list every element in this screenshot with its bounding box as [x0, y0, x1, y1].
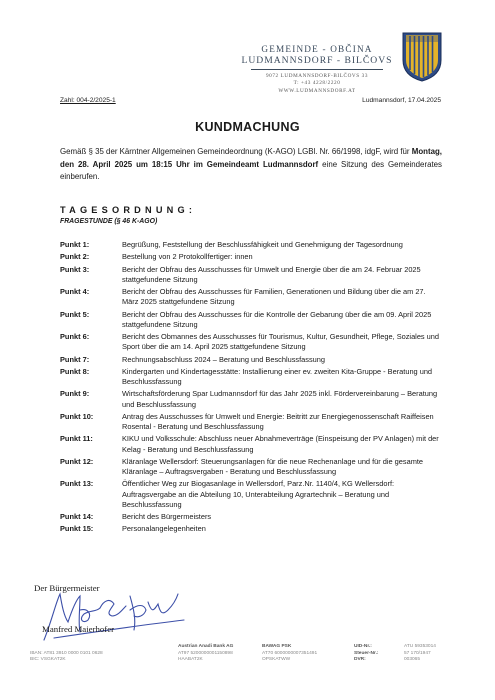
item-number: Punkt 2: [60, 252, 90, 262]
footer-ids-values [404, 644, 436, 664]
footer-blank-row [30, 644, 103, 651]
footer-bank1-name: Austrian Anadi Bank AG [178, 644, 234, 649]
footer-bic: BIC: VSGKAT2K [30, 657, 66, 663]
footer-bank2-name: BAWAG PSK [262, 644, 292, 649]
footer-bank-col-1 [30, 644, 103, 664]
signature-role: Der Bürgermeister [34, 583, 100, 593]
footer-uid-label: UID-Nr.: [354, 644, 372, 649]
agenda-item [60, 412, 442, 432]
item-number: Punkt 1: [60, 240, 90, 249]
intro-text-b: eine Sitzung des Gemeinderates einberufen. [60, 159, 442, 182]
agenda-item [60, 265, 442, 285]
item-number: Punkt 11: [60, 434, 93, 444]
item-text: Bestellung von 2 Protokollfertiger: innen [122, 252, 253, 262]
footer-bank-col-2 [178, 644, 233, 664]
item-text: Kläranlage Wellersdorf: Steuerungsanlagen für die neue Rechenanlage und für die gesamte Kläranlage – Auftragsvergaben - Beratung und Beschlussfassung [122, 456, 424, 477]
agenda-item [60, 287, 442, 307]
item-number: Punkt 8: [60, 366, 90, 376]
agenda-item [60, 332, 442, 352]
agenda-item [60, 434, 442, 454]
item-text: Begrüßung, Feststellung der Beschlussfähigkeit und Genehmigung der Tagesordnung [122, 240, 403, 249]
item-text: Wirtschaftsförderung Spar Ludmannsdorf für das Jahr 2025 inkl. Fördervereinbarung – Beratung und Beschlussfassung [122, 389, 438, 409]
item-text: Bericht der Obfrau des Ausschusses für Familien, Generationen und Bildung über die am 27. März 2025 stattgefundene Sitzung [122, 287, 426, 307]
item-text: Personalangelegenheiten [122, 524, 206, 534]
letterhead-phone: T: +43 4228/2220 [293, 80, 341, 87]
municipality-line-1: GEMEINDE - OBČINA [261, 44, 373, 54]
agenda-item [60, 457, 442, 477]
item-number: Punkt 15: [60, 524, 94, 534]
intro-meeting-date: Montag, den 28. April 2025 um 18:15 Uhr im Gemeindeamt Ludmannsdorf [60, 147, 442, 169]
item-text: Rechnungsabschluss 2024 – Beratung und Beschlussfassung [122, 354, 325, 364]
agenda-list [60, 240, 442, 537]
agenda-item [60, 310, 442, 330]
footer-bank2-iban: AT70 6000000007351491 [262, 650, 318, 656]
item-text: Bericht des Obmannes des Ausschusses für Tourismus, Kultur, Gesundheit, Pflege, Soziales und Sport über die am 14. April 2025 stattgefundene Sitzung [122, 332, 440, 352]
signatory-name: Manfred Maierhofer [42, 624, 115, 634]
coat-of-arms-icon [402, 32, 442, 82]
item-text: Bericht der Obfrau des Ausschusses für die Kontrolle der Gebarung über die am 09. April 2025 stattgefundene Sitzung [122, 309, 432, 329]
footer-ids-labels [354, 644, 379, 664]
agenda-item [60, 389, 442, 409]
item-number: Punkt 6: [60, 332, 90, 342]
intro-text-a: Gemäß § 35 der Kärntner Allgemeinen Gemeindeordnung (K-AGO) LGBl. Nr. 66/1998, idgF, wird für [60, 147, 412, 156]
handwritten-signature-icon [34, 580, 214, 650]
item-number: Punkt 10: [60, 411, 94, 421]
footer-steuer: 57 170/1947 [404, 650, 431, 656]
fragestunde-label: FRAGESTUNDE (§ 46 K-AGO) [60, 218, 158, 225]
footer-bank1-iban: AT97 5200000001150898 [178, 650, 233, 656]
agenda-item [60, 355, 442, 365]
footer-uid: ATU 59353014 [404, 644, 436, 649]
item-text: Öffentlicher Weg zur Biogasanlage in Wellersdorf, Parz.Nr. 1140/4, KG Wellersdorf: Auftragsvergabe an die Abteilung 10, Unterabteilung Agrartechnik – Beratung und Beschlussfassung [122, 479, 395, 509]
agenda-item [60, 479, 442, 510]
footer-iban: IBAN: AT81 3910 0000 0101 0628 [30, 650, 103, 656]
item-number: Punkt 4: [60, 287, 90, 297]
letterhead-rule [251, 69, 383, 70]
item-number: Punkt 9: [60, 389, 90, 399]
municipality-line-2: LUDMANNSDORF - BILČOVS [241, 55, 393, 66]
footer-bank1-bic: HAABAT2K [178, 657, 203, 663]
item-number: Punkt 5: [60, 309, 90, 319]
file-number: Zahl: 004-2/2025-1 [60, 97, 116, 104]
agenda-item [60, 240, 442, 250]
footer-bank-col-3 [262, 644, 317, 664]
agenda-heading: TAGESORDNUNG: [60, 205, 197, 215]
intro-paragraph [60, 146, 442, 184]
item-text: KIKU und Volksschule: Abschluss neuer Abnahmeverträge (Einspeisung der PV Anlagen) mit der Kelag - Beratung und Beschlussfassung [122, 434, 439, 454]
letterhead [237, 44, 397, 95]
document-date: Ludmannsdorf, 17.04.2025 [362, 97, 441, 104]
item-number: Punkt 3: [60, 264, 90, 274]
item-text: Bericht der Obfrau des Ausschusses für Umwelt und Energie über die am 24. Februar 2025 stattgefundene Sitzung [122, 264, 421, 284]
item-text: Kindergarten und Kindertagesstätte: Installierung einer ev. zweiten Kita-Gruppe - Beratung und Beschlussfassung [122, 366, 433, 387]
item-number: Punkt 13: [60, 479, 94, 489]
agenda-item [60, 367, 442, 387]
letterhead-address: 9072 LUDMANNSDORF-BILČOVS 33 [265, 73, 369, 79]
item-text: Bericht des Bürgermeisters [122, 512, 212, 522]
item-number: Punkt 7: [60, 354, 90, 364]
letterhead-web: WWW.LUDMANNSDORF.AT [278, 87, 356, 94]
document-title: KUNDMACHUNG [195, 120, 300, 134]
item-number: Punkt 14: [60, 512, 94, 522]
footer-dvr: 003065 [404, 657, 421, 663]
item-number: Punkt 12: [60, 456, 94, 466]
item-text: Antrag des Ausschusses für Umwelt und Energie: Beitritt zur Energiegenossenschaft Raiffeisen Rosental - Beratung und Beschlussfassung [122, 411, 434, 432]
footer-bank2-bic: OPSKATWW [262, 657, 291, 663]
footer-dvr-label: DVR: [354, 657, 366, 663]
footer-steuer-label: Steuer-Nr.: [354, 650, 379, 656]
agenda-item [60, 252, 442, 262]
agenda-item [60, 524, 442, 534]
agenda-item [60, 512, 442, 522]
